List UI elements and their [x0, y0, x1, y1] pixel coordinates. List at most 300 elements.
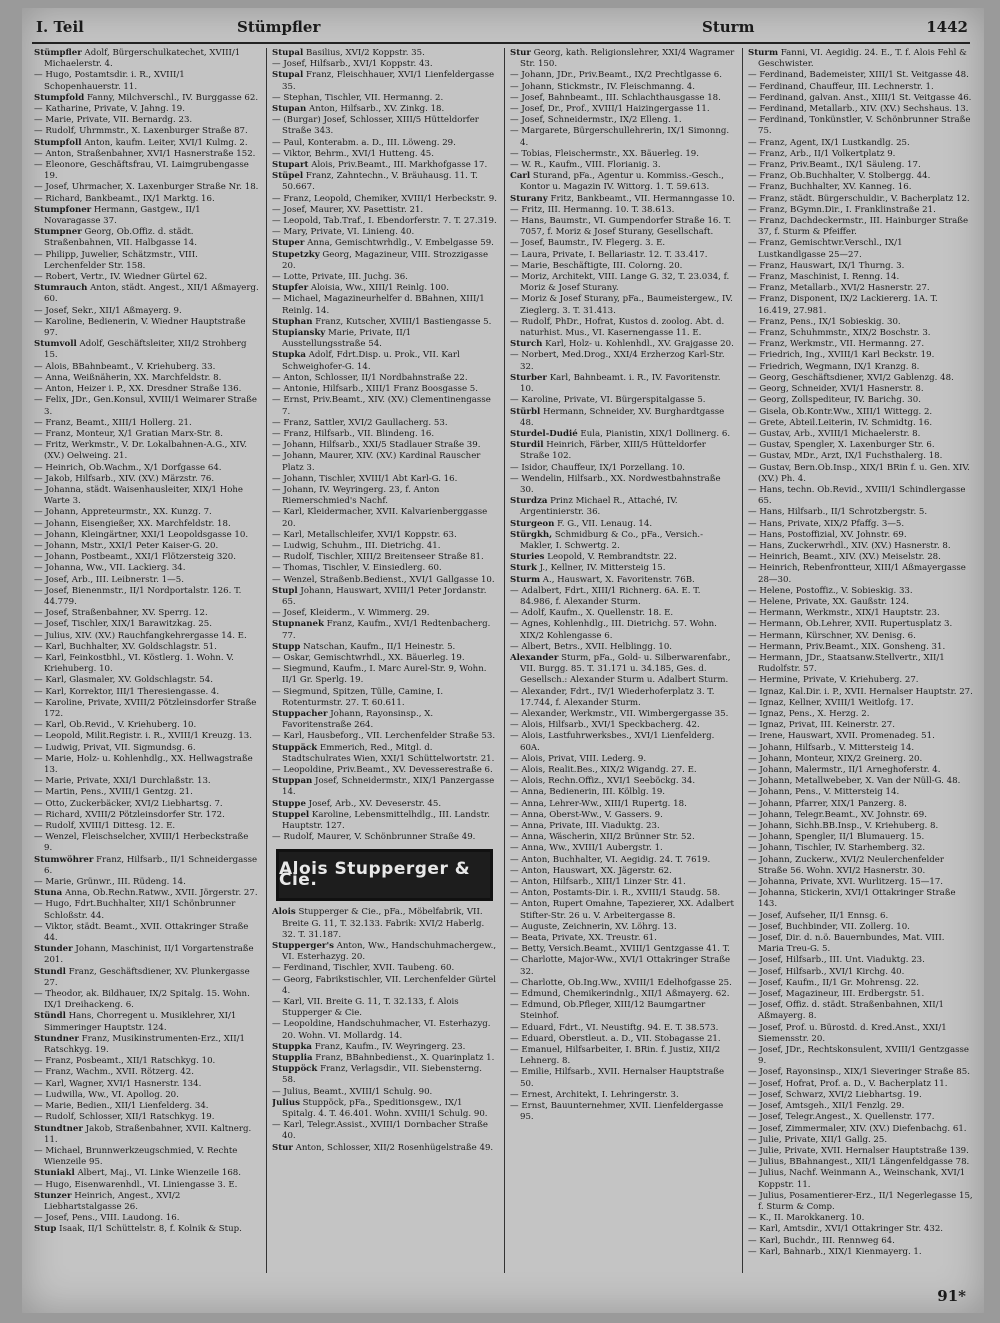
directory-entry: — Johann, Hilfsarb., XXI/5 Stadlauer Straße 39.	[272, 440, 481, 451]
directory-entry: — Franz, Arb., II/1 Volkertplatz 9.	[748, 148, 896, 159]
directory-entry: — Franz, Dachdeckermstr., III. Hainburger Straße 37, f. Sturm & Pfeiffer.	[748, 216, 969, 238]
directory-entry: Stunzer Heinrich, Angest., XVI/2 Liebhartstalgasse 26.	[34, 1190, 181, 1212]
directory-entry: — Josef, Bienenmstr., II/1 Nordportalstr. 126. T. 44.779.	[34, 585, 242, 607]
directory-entry: — Irene, Hauswart, XVII. Promenadeg. 51.	[748, 731, 935, 742]
directory-entry: — Franz, Wachm., XVII. Rötzerg. 42.	[34, 1067, 194, 1078]
directory-entry: — Johann, Zuckerw., XVI/2 Neulerchenfelder Straße 56. Wohn. XVI/2 Hasnerstr. 30.	[748, 854, 944, 876]
directory-entry: — Josef, Hilfsarb., XVI/1 Kirchg. 40.	[748, 966, 905, 977]
directory-column-3	[510, 48, 735, 1273]
directory-entry: — Lotte, Private, III. Juchg. 36.	[272, 272, 408, 283]
directory-entry: — Anton, Schlosser, II/1 Nordbahnstraße 22.	[272, 372, 468, 383]
directory-entry: — Josef, Maurer, XV. Pasettistr. 21.	[272, 204, 424, 215]
directory-page	[22, 8, 984, 1313]
directory-entry: Sturk J., Kellner, IV. Mittersteig 15.	[510, 563, 666, 574]
directory-entry: — Adalbert, Fdrt., XIII/1 Richnerg. 6A. E. T. 84.986, f. Alexander Sturm.	[510, 585, 701, 607]
directory-entry: — Karl, Korrektor, III/1 Theresiengasse. 4.	[34, 686, 220, 697]
directory-entry: — Rudolf, Tischler, XIII/2 Breitenseer Straße 81.	[272, 552, 484, 563]
directory-entry: — Anton, Straßenbahner, XVI/1 Hasnerstraße 152.	[34, 148, 256, 159]
directory-entry: — Rudolf, XVIII/1 Dittesg. 12. E.	[34, 821, 176, 832]
directory-entry: — Felix, JDr., Gen.Konsul, XVIII/1 Weimarer Straße 3.	[34, 395, 257, 417]
directory-entry: — Josef, JDr., Rechtskonsulent, XVIII/1 Gentzgasse 9.	[748, 1045, 969, 1067]
directory-entry: — Stephan, Tischler, VII. Hermanng. 2.	[272, 92, 444, 103]
directory-entry: — Leopold, Milit.Registr. i. R., XVIII/1 Kreuzg. 13.	[34, 731, 252, 742]
directory-entry: — Josef, Amtsgeh., XII/1 Fenzlg. 29.	[748, 1101, 905, 1112]
directory-entry: Stupplia Franz, BBahnbedienst., X. Quarinplatz 1.	[272, 1053, 495, 1064]
directory-entry: — Karoline, Bedienerin, V. Wiedner Hauptstraße 97.	[34, 316, 246, 339]
directory-entry: — Hans, Zuckerwrhdl., XIV. (XV.) Hasnerstr. 8.	[748, 540, 951, 551]
directory-entry: — Norbert, Med.Drog., XXI/4 Erzherzog Karl-Str. 32.	[510, 350, 725, 372]
directory-entry: — Julius, Posamentierer-Erz., II/1 Negerlegasse 15, f. Sturm & Comp.	[748, 1190, 973, 1212]
directory-entry: — Ferdinand, Metallarb., XIV. (XV.) Sechshaus. 13.	[748, 104, 969, 115]
directory-entry: — Josef, Aufseher, II/1 Ennsg. 6.	[748, 910, 889, 921]
directory-entry: — Theodor, ak. Bildhauer, IX/2 Spitalg. 15. Wohn. IX/1 Dreihackeng. 6.	[34, 989, 250, 1011]
directory-entry: — Josef, Baumstr., IV. Flegerg. 3. E.	[510, 238, 666, 249]
directory-entry: — Grete, Abteil.Leiterin, IV. Schmidtg. 16.	[748, 417, 933, 428]
directory-entry: — Karl, Telegr.Assist., XVIII/1 Dornbacher Straße 40.	[272, 1120, 489, 1142]
directory-entry: Stup Isaak, II/1 Schüttelstr. 8, f. Kolnik & Stup.	[34, 1224, 242, 1235]
directory-entry: Sturies Leopold, V. Rembrandtstr. 22.	[510, 552, 677, 563]
directory-entry: Sturdza Prinz Michael R., Attaché, IV. Argentinierstr. 36.	[510, 496, 678, 518]
directory-entry: — Robert, Vertr., IV. Wiedner Gürtel 62.	[34, 272, 208, 283]
directory-entry: Stupiansky Marie, Private, II/1 Ausstellungsstraße 54.	[272, 328, 412, 350]
directory-entry: — Leopoldine, Priv.Beamt., XV. Devesserestraße 6.	[272, 765, 493, 775]
directory-entry: — Alois, Lastfuhrwerksbes., XVI/1 Lienfelderg. 60A.	[510, 731, 715, 753]
directory-column-2	[272, 48, 497, 1273]
directory-entry: — Heinrich, Beamt., XIV. (XV.) Meiselstr. 28.	[748, 552, 941, 563]
directory-entry: Stur Anton, Schlosser, XII/2 Rosenhügelstraße 49.	[272, 1142, 494, 1153]
directory-entry: — Josef, Kaufm., II/1 Gr. Mohrensg. 22.	[748, 977, 920, 988]
directory-entry: — Johann, Appreteurmstr., XX. Kunzg. 7.	[34, 507, 212, 518]
directory-entry: — Georg, Zollspediteur, IV. Barichg. 30.	[748, 395, 921, 406]
directory-entry: — Julius, BBahnangest., XII/1 Längenfeldgasse 78.	[748, 1157, 970, 1168]
directory-entry: — Karl, Bahnarb., XIX/1 Kienmayerg. 1.	[748, 1246, 922, 1257]
directory-entry: — Ignaz, Privat, III. Keinerstr. 27.	[748, 720, 895, 731]
directory-entry: — Josef, Sekr., XII/1 Aßmayerg. 9.	[34, 305, 182, 316]
directory-entry: — Alois, BBahnbeamt., V. Kriehuberg. 33.	[34, 361, 216, 372]
directory-entry: — Franz, Monteur, X/1 Gratian Marx-Str. 8.	[34, 428, 223, 439]
directory-entry: Sturdel-Dudié Eula, Pianistin, XIX/1 Dollinerg. 6.	[510, 428, 731, 439]
directory-entry: Stumpfoll Anton, kaufm. Leiter, XVI/1 Kulmg. 2.	[34, 137, 248, 148]
directory-column-4	[748, 48, 973, 1273]
header-part-label: I. Teil	[36, 18, 84, 36]
directory-entry: — Johanna, Private, XVI. Wurlitzerg. 15—17.	[748, 877, 944, 888]
directory-entry: — Mary, Private, VI. Linieng. 40.	[272, 227, 415, 238]
directory-entry: — Hermann, Kürschner, XV. Denisg. 6.	[748, 630, 916, 641]
directory-entry: — Martin, Pens., XVIII/1 Gentzg. 21.	[34, 787, 193, 798]
directory-entry: — Siegmund, Kaufm., I. Marc Aurel-Str. 9, Wohn. II/1 Gr. Sperlg. 19.	[272, 664, 487, 686]
directory-entry: Stundtner Jakob, Straßenbahner, XVII. Kaltnerg. 11.	[34, 1123, 252, 1145]
directory-entry: Stupfer Aloisia, Ww., XIII/1 Reinlg. 100.	[272, 283, 449, 294]
directory-entry: — Hans, Private, XIX/2 Pfaffg. 3—5.	[748, 518, 905, 529]
directory-entry: Stuna Anna, Ob.Rechn.Ratww., XVII. Jörgerstr. 27.	[34, 888, 258, 899]
directory-entry: Stuppacher Johann, Rayonsinsp., X. Favoritenstraße 264.	[272, 708, 434, 731]
directory-entry: Alexander Sturm, pFa., Gold- u. Silberwarenfabr., VII. Burgg. 85. T. 31.171 u. 34.185, Ges. d. Gesellsch.: Alexander Sturm u. Adalbert Sturm.	[510, 652, 731, 686]
directory-entry: — Heinrich, Ob.Wachm., X/1 Dorfgasse 64.	[34, 462, 222, 473]
directory-entry: Stundner Franz, Musikinstrumenten-Erz., XII/1 Ratschkyg. 19.	[34, 1033, 246, 1056]
directory-entry: Stuper Anna, Gemischtwrhdlg., V. Embelgasse 59.	[272, 238, 494, 249]
directory-entry: — Georg, Fabrikstischler, VII. Lerchenfelder Gürtel 4.	[272, 974, 496, 996]
directory-entry: — Johann, Malermstr., II/1 Arneghoferstr. 4.	[748, 765, 941, 775]
header-first-name: Stümpfler	[237, 18, 321, 36]
directory-entry: — Otto, Zuckerbäcker, XVI/2 Liebhartsg. 7.	[34, 798, 223, 809]
directory-entry: — Auguste, Zeichnerin, XV. Löhrg. 13.	[510, 921, 677, 932]
directory-entry: — Michael, Brunnwerkzeugschmied, V. Rechte Wienzeile 95.	[34, 1145, 238, 1168]
directory-entry: Stuppe Josef, Arb., XV. Deveserstr. 45.	[272, 798, 442, 809]
directory-entry: — Anna, Oberst-Ww., V. Gassers. 9.	[510, 809, 663, 820]
directory-entry: — Hugo, Fdrt.Buchhalter, XII/1 Schönbrunner Schloßstr. 44.	[34, 899, 236, 921]
directory-entry: Stündl Hans, Chorregent u. Musiklehrer, XI/1 Simmeringer Hauptstr. 124.	[34, 1011, 237, 1033]
directory-entry: — Ferdinand, Tischler, XVII. Taubeng. 60.	[272, 963, 455, 974]
directory-entry: — Karl, Feinkostbhl., VI. Köstlerg. 1. Wohn. V. Kriehuberg. 10.	[34, 652, 234, 675]
directory-entry: — Marie, Holz- u. Kohlenhdlg., XX. Hellwagstraße 13.	[34, 753, 253, 775]
directory-entry: Stupart Alois, Priv.Beamt., III. Markhofgasse 17.	[272, 160, 488, 171]
directory-entry: Stupnanek Franz, Kaufm., XVI/1 Redtenbacherg. 77.	[272, 619, 491, 641]
directory-entry: — Siegmund, Spitzen, Tülle, Camine, I. Rotenturmstr. 27. T. 60.611.	[272, 686, 444, 708]
directory-entry: — Laura, Private, I. Bellariastr. 12. T. 33.417.	[510, 249, 708, 260]
directory-entry: — Karl, Wagner, XVI/1 Hasnerstr. 134.	[34, 1078, 202, 1089]
directory-entry: — Agnes, Kohlenhdlg., III. Dietrichg. 57. Wohn. XIX/2 Kohlengasse 6.	[510, 619, 717, 641]
directory-entry: — Franz, Hilfsarb., VII. Blindeng. 16.	[272, 428, 435, 439]
directory-entry: — (Burgar) Josef, Schlosser, XIII/5 Hütteldorfer Straße 343.	[272, 115, 479, 137]
directory-entry: — Franz, Pens., IX/1 Sobieskig. 30.	[748, 316, 901, 327]
directory-entry: — Adolf, Kaufm., X. Quellenstr. 18. E.	[510, 608, 674, 619]
directory-entry: — Viktor, Behrm., XVI/1 Hutteng. 45.	[272, 148, 434, 159]
directory-entry: — Ernst, Bauunternehmer, XVII. Lienfeldergasse 95.	[510, 1101, 724, 1123]
directory-entry: Stupetzky Georg, Magazineur, VIII. Strozzigasse 20.	[272, 249, 489, 271]
directory-entry: — Josef, Zimmermaler, XIV. (XV.) Diefenbachg. 61.	[748, 1123, 967, 1134]
directory-entry: — Moriz, Architekt, VIII. Lange G. 32, T. 23.034, f. Moriz & Josef Sturany.	[510, 272, 730, 294]
directory-entry: — Johann, JDr., Priv.Beamt., IX/2 Prechtlgasse 6.	[510, 70, 722, 81]
directory-entry: Stupal Franz, Fleischhauer, XVI/1 Lienfeldergasse 35.	[272, 70, 495, 92]
directory-entry: — Michael, Magazineurhelfer d. BBahnen, XIII/1 Reinlg. 14.	[272, 294, 485, 316]
directory-entry: — Johann, Sichh.BB.Insp., V. Kriehuberg. 8.	[748, 821, 939, 832]
directory-entry: Stupka Adolf, Fdrt.Disp. u. Prok., VII. Karl Schweighofer-G. 14.	[272, 350, 460, 372]
directory-entry: — Eleonore, Geschäftsfrau, VI. Laimgrubengasse 19.	[34, 160, 249, 182]
directory-entry: Stupp Natschan, Kaufm., II/1 Heinestr. 5.	[272, 641, 456, 652]
directory-entry: — Johann, Monteur, XIX/2 Greinerg. 20.	[748, 753, 923, 764]
directory-entry: — Ferdinand, Bademeister, XIII/1 St. Veitgasse 48.	[748, 70, 969, 81]
directory-entry: — Hugo, Eisenwarenhdl., VI. Liniengasse 3. E.	[34, 1179, 238, 1190]
directory-entry: — Josef, Schneidermstr., IX/2 Elleng. 1.	[510, 115, 682, 126]
directory-entry: — Karl, Ob.Revid., V. Kriehuberg. 10.	[34, 720, 197, 731]
directory-entry: Julius Stuppöck, pFa., Speditionsgew., IX/1 Spitalg. 4. T. 46.401. Wohn. XVIII/1 Schulg. 90.	[272, 1097, 488, 1120]
directory-entry: — Wenzel, Straßenb.Bedienst., XVI/1 Gallgasse 10.	[272, 574, 495, 585]
directory-entry: — Charlotte, Major-Ww., XVI/1 Ottakringer Straße 32.	[510, 955, 731, 977]
directory-entry: — Franz, Beamt., XIII/1 Hollerg. 21.	[34, 417, 192, 428]
directory-entry: — Hermann, JDr., Staatsanw.Stellvertr., XII/1 Rudolfstr. 57.	[748, 652, 945, 675]
directory-entry: Stuniakl Albert, Maj., VI. Linke Wienzeile 168.	[34, 1168, 242, 1179]
directory-entry: — Franz, Maschinist, I. Renng. 14.	[748, 272, 900, 283]
directory-entry: — Josef, Straßenbahner, XV. Sperrg. 12.	[34, 608, 208, 619]
directory-entry: — Johann, Pens., V. Mittersteig 14.	[748, 787, 900, 798]
directory-entry: — Gustav, Arb., XVIII/1 Michaelerstr. 8.	[748, 428, 921, 439]
directory-entry: — Franz, Agent, IX/1 Lustkandlg. 25.	[748, 137, 910, 148]
directory-entry: — Josef, Magazineur, III. Erdbergstr. 51.	[748, 989, 925, 1000]
directory-entry: — Rudolf, Maurer, V. Schönbrunner Straße 49.	[272, 832, 476, 843]
directory-entry: Stuppäck Emmerich, Red., Mitgl. d. Stadtschulrates Wien, XXI/1 Schüttelwortstr. 21.	[272, 742, 495, 764]
directory-entry: — Georg, Schneider, XVI/1 Hasnerstr. 8.	[748, 384, 924, 395]
directory-entry: — Josef, Dir. d. n.ö. Bauernbundes, Mat. VIII. Maria Treu-G. 5.	[748, 933, 945, 955]
directory-entry: — Anton, Hilfsarb., XIII/1 Linzer Str. 41.	[510, 877, 686, 888]
directory-entry: — Helene, Postoffiz., V. Sobieskig. 33.	[748, 585, 913, 596]
directory-entry: — Johann, IV. Weyringerg. 23, f. Anton Riemerschmied's Nachf.	[272, 484, 440, 507]
directory-entry: — Richard, Bankbeamt., IX/1 Marktg. 16.	[34, 193, 215, 204]
directory-entry: — Marie, Private, VII. Bernardg. 23.	[34, 115, 193, 126]
directory-entry: — Leopoldine, Handschuhmacher, VI. Esterhazyg. 20. Wohn. VI. Mollardg. 14.	[272, 1019, 491, 1041]
directory-entry: — Josef, Dr., Prof., XVIII/1 Haizingergasse 11.	[510, 104, 710, 115]
directory-entry: Stupl Johann, Hauswart, XVIII/1 Peter Jordanstr. 65.	[272, 585, 487, 607]
directory-entry: — Franz, Metallarb., XVI/2 Hasnerstr. 27.	[748, 283, 930, 294]
directory-entry: — Anton, Hauswart, XX. Jägerstr. 62.	[510, 865, 672, 876]
directory-entry: Stundl Franz, Geschäftsdiener, XV. Plunkergasse 27.	[34, 966, 250, 988]
directory-entry: — Josef, Offiz. d. städt. Straßenbahnen, XII/1 Aßmayerg. 8.	[748, 1000, 945, 1022]
directory-entry: — Josef, Hilfsarb., III. Unt. Viaduktg. 23.	[748, 955, 925, 966]
directory-entry: Sturber Karl, Bahnbeamt. i. R., IV. Favoritenstr. 10.	[510, 372, 721, 395]
directory-entry: Stupperger's Anton, Ww., Handschuhmachergew., VI. Esterhazyg. 20.	[272, 941, 497, 963]
directory-entry: Stuphan Franz, Kutscher, XVIII/1 Bastiengasse 5.	[272, 316, 492, 327]
directory-entry: Sturdil Heinrich, Färber, XIII/5 Hütteldorfer Straße 102.	[510, 440, 706, 462]
directory-entry: — Johann, Mstr., XXI/1 Peter Kaiser-G. 20.	[34, 540, 219, 551]
directory-entry: — Ferdinand, Tonkünstler, V. Schönbrunner Straße 75.	[748, 115, 971, 137]
directory-entry: — Johann, Tischler, IV. Starhemberg. 32.	[748, 843, 926, 854]
directory-entry: — Heinrich, Rebenfrontteur, XIII/1 Aßmayergasse 28—30.	[748, 563, 966, 585]
directory-entry: Stuppka Franz, Kaufm., IV. Weyringerg. 23.	[272, 1041, 466, 1052]
directory-entry: — Karoline, Private, XVIII/2 Pötzleinsdorfer Straße 172.	[34, 697, 257, 719]
directory-entry: — Franz, Disponent, IX/2 Lackiererg. 1A. T. 16.419, 27.981.	[748, 294, 938, 316]
directory-entry: — Ferdinand, galvan. Anst., XIII/1 St. Veitgasse 46.	[748, 92, 972, 103]
directory-entry: — Johann, Kleingärtner, XXI/1 Leopoldsgasse 10.	[34, 529, 249, 540]
directory-entry: — Ferdinand, Chauffeur, III. Lechnerstr. 1.	[748, 81, 934, 92]
directory-entry: — Josef, Kleiderm., V. Wimmerg. 29.	[272, 608, 430, 619]
directory-entry: — Emilie, Hilfsarb., XVII. Hernalser Hauptstraße 50.	[510, 1067, 725, 1089]
directory-entry: — Johann, Metallwebeber, X. Van der Nüll-G. 48.	[748, 776, 961, 787]
directory-entry: Stumpfoner Hermann, Gastgew., II/1 Novaragasse 37.	[34, 204, 201, 227]
directory-entry: Stupal Basilius, XVI/2 Koppstr. 35.	[272, 48, 425, 58]
directory-entry: — Hermann, Priv.Beamt., XIX. Gonsheng. 31.	[748, 641, 946, 652]
directory-column-1	[34, 48, 259, 1273]
directory-entry: — Anna, Private, III. Viaduktg. 23.	[510, 821, 660, 832]
directory-entry: — K., II. Marokkanerg. 10.	[748, 1213, 865, 1224]
directory-entry: — Josef, Prof. u. Bürostd. d. Kred.Anst., XXI/1 Siemensstr. 20.	[748, 1022, 947, 1044]
directory-entry: — Hans, Postoffizial, XV. Johnstr. 69.	[748, 529, 907, 540]
directory-entry: — Karl, Hausbeforg., VII. Lerchenfelder Straße 53.	[272, 731, 496, 742]
directory-entry: — Marie, Bedien., XII/1 Lienfelderg. 34.	[34, 1101, 209, 1112]
header-page-number: 1442	[926, 18, 968, 36]
directory-entry: — Johann, Eisengießer, XX. Marchfeldstr. 18.	[34, 518, 231, 529]
directory-entry: Alois Stupperger & Cie., pFa., Möbelfabrik, VII. Breite G. 11, T. 32.133. Fabrik: XVI/2 Haberlg. 32. T. 31.187.	[272, 907, 485, 940]
directory-entry: — Marie, Grünwr., III. Rüdeng. 14.	[34, 877, 186, 888]
directory-entry: — Josef, Hilfsarb., XVI/1 Koppstr. 43.	[272, 59, 433, 70]
directory-entry: — Franz, Leopold, Chemiker, XVIII/1 Herbeckstr. 9.	[272, 193, 497, 204]
directory-entry: — Anton, Heizer i. P., XX. Dresdner Straße 136.	[34, 384, 242, 395]
directory-entry: Sturm Fanni, VI. Aegidig. 24. E., T. f. Alois Fehl & Geschwister.	[748, 48, 967, 70]
directory-entry: — Katharine, Private, V. Jahng. 19.	[34, 104, 185, 115]
directory-entry: — Wendelin, Hilfsarb., XX. Nordwestbahnstraße 30.	[510, 473, 721, 495]
directory-entry: — Leopold, Tab.Traf., I. Ebendorferstr. 7. T. 27.319.	[272, 216, 497, 227]
directory-entry: — Alexander, Fdrt., IV/1 Wiederhoferplatz 3. T. 17.744, f. Alexander Sturm.	[510, 686, 715, 708]
header-last-name: Sturm	[702, 18, 755, 36]
directory-entry: — Helene, Private, XX. Gaußstr. 124.	[748, 596, 910, 607]
directory-entry: Stumpner Georg, Ob.Offiz. d. städt. Straßenbahnen, VII. Halbgasse 14.	[34, 227, 197, 249]
directory-entry: — Jakob, Hilfsarb., XIV. (XV.) Märzstr. 76.	[34, 473, 215, 484]
directory-entry: — Josef, Bahnbeamt., III. Schlachthausgasse 18.	[510, 92, 721, 103]
directory-entry: Stuppöck Franz, Verlagsdir., VII. Siebensterng. 58.	[272, 1064, 482, 1086]
directory-entry: — Hermann, Ob.Lehrer, XVII. Rupertusplatz 3.	[748, 619, 953, 630]
directory-entry: — Franz, Gemischtwr.Verschl., IX/1 Lustkandlgasse 25—27.	[748, 238, 903, 260]
directory-entry: — Richard, XVIII/2 Pötzleinsdorfer Str. 172.	[34, 809, 225, 820]
directory-entry: — Franz, Hauswart, IX/1 Thurng. 3.	[748, 260, 905, 271]
directory-entry: — Thomas, Tischler, V. Einsiedlerg. 60.	[272, 563, 442, 574]
directory-entry: — Johanna, Stickerin, XVI/1 Ottakringer Straße 143.	[748, 888, 956, 910]
directory-entry: — Johann, Tischler, XVIII/1 Abt Karl-G. 16.	[272, 473, 458, 484]
directory-entry: — Antonie, Hilfsarb., XIII/1 Franz Boosgasse 5.	[272, 384, 478, 395]
directory-entry: — Julius, Beamt., XVIII/1 Schulg. 90.	[272, 1086, 433, 1097]
directory-entry: Sturany Fritz, Bankbeamt., VII. Hermanngasse 10.	[510, 193, 735, 204]
directory-entry: — Hans, Hilfsarb., II/1 Schrotzbergstr. 5.	[748, 507, 928, 518]
directory-entry: Carl Sturand, pFa., Agentur u. Kommiss.-Gesch., Kontor u. Magazin IV. Wittorg. 1. T. 59.613.	[510, 171, 724, 193]
directory-entry: — Paul, Konterabm. a. D., III. Löweng. 29.	[272, 137, 456, 148]
directory-entry: — Friedrich, Wegmann, IX/1 Kranzg. 8.	[748, 361, 920, 372]
directory-entry: — Moriz & Josef Sturany, pFa., Baumeistergew., IV. Zieglerg. 3. T. 31.413.	[510, 294, 733, 316]
directory-entry: — Marie, Beschäftigte, III. Colorng. 20.	[510, 260, 683, 271]
directory-entry: — Anna, Weißnäherin, XX. Marchfeldstr. 8.	[34, 372, 222, 383]
directory-entry: Sturch Karl, Holz- u. Kohlenhdl., XV. Grajgasse 20.	[510, 339, 734, 350]
directory-entry: — Gustav, Spengler, X. Laxenburger Str. 6.	[748, 440, 935, 451]
directory-entry: — Franz, städt. Bürgerschuldir., V. Bacherplatz 12.	[748, 193, 970, 204]
directory-entry: — Hermine, Private, V. Kriehuberg. 27.	[748, 675, 919, 686]
directory-columns	[34, 48, 974, 1273]
directory-entry: — Tobias, Fleischermstr., XX. Bäuerleg. 19.	[510, 148, 700, 159]
directory-entry: — Franz, Werkmstr., VII. Hermanng. 27.	[748, 339, 925, 350]
directory-entry: Stur Georg, kath. Religionslehrer, XXI/4 Wagramer Str. 150.	[510, 48, 735, 70]
directory-entry: — Josef, Hofrat, Prof. a. D., V. Bacherplatz 11.	[748, 1078, 948, 1089]
directory-entry: — Edmund, Ob.Pfleger, XIII/12 Baumgartner Steinhof.	[510, 1000, 706, 1022]
directory-entry: — W. R., Kaufm., VIII. Florianig. 3.	[510, 160, 661, 171]
directory-entry: — Anton, Buchhalter, VI. Aegidig. 24. T. 7619.	[510, 854, 711, 865]
directory-entry: — Gustav, MDr., Arzt, IX/1 Fuchsthalerg. 18.	[748, 451, 943, 462]
directory-entry: — Friedrich, Ing., XVIII/1 Karl Beckstr. 19.	[748, 350, 935, 361]
directory-entry: — Anna, Lehrer-Ww., XIII/1 Rupertg. 18.	[510, 798, 687, 809]
directory-entry: — Anton, Postamts-Dir. i. R., XVIII/1 Staudg. 58.	[510, 888, 721, 899]
directory-entry: — Josef, Rayonsinsp., XIX/1 Sieveringer Straße 85.	[748, 1067, 970, 1078]
directory-entry: — Karl, Kleidermacher, XVII. Kalvarienberggasse 20.	[272, 507, 488, 529]
directory-entry: — Julius, XIV. (XV.) Rauchfangkehrergasse 14. E.	[34, 630, 247, 641]
directory-entry: — Ludwig, Privat, VII. Sigmundsg. 6.	[34, 742, 196, 753]
page-header	[32, 12, 970, 44]
directory-entry: — Josef, Pens., VIII. Laudong. 16.	[34, 1213, 180, 1224]
directory-entry: — Alois, Realit.Bes., XIX/2 Wigandg. 27. E.	[510, 765, 697, 775]
directory-entry: — Ernst, Priv.Beamt., XIV. (XV.) Clementinengasse 7.	[272, 395, 491, 417]
directory-entry: — Betty, Versich.Beamt., XVIII/1 Gentzgasse 41. T.	[510, 944, 730, 955]
directory-entry: Stumwöhrer Franz, Hilfsarb., II/1 Schneidergasse 6.	[34, 854, 258, 876]
directory-entry: — Franz, BGymn.Dir., I. Franklinstraße 21.	[748, 204, 936, 215]
directory-entry: — Edmund, Chemikerindnlg., XII/1 Aßmayerg. 62.	[510, 989, 730, 1000]
directory-entry: — Wenzel, Fleischselcher, XVIII/1 Herbeckstraße 9.	[34, 832, 249, 854]
directory-entry: Stupan Anton, Hilfsarb., XV. Zinkg. 18.	[272, 104, 445, 115]
directory-entry: — Ludwig, Schuhm., III. Dietrichg. 41.	[272, 540, 441, 551]
directory-entry: — Fritz, Werkmstr., V. Dr. Lokalbahnen-A.G., XIV. (XV.) Oelweing. 21.	[34, 440, 247, 462]
directory-entry: Stunder Johann, Maschinist, II/1 Vorgartenstraße 201.	[34, 944, 254, 966]
directory-entry: — Anna, Wäscherin, XII/2 Brünner Str. 52.	[510, 832, 695, 843]
directory-entry: Stumpfold Fanny, Milchverschl., IV. Burggasse 62.	[34, 92, 259, 103]
directory-entry: — Eduard, Fdrt., VI. Neustiftg. 94. E. T. 38.573.	[510, 1022, 719, 1033]
directory-entry: — Ernest, Architekt, I. Lehringerstr. 3.	[510, 1089, 679, 1100]
directory-entry: — Karl, Amtsdir., XVI/1 Ottakringer Str. 432.	[748, 1224, 944, 1235]
directory-entry: — Johann, Pfarrer, XIX/1 Panzerg. 8.	[748, 798, 907, 809]
directory-entry: — Rudolf, Uhrmmstr., X. Laxenburger Straße 87.	[34, 126, 248, 137]
directory-entry: — Rudolf, PhDr., Hofrat, Kustos d. zoolog. Abt. d. naturhist. Mus., VI. Kasernengasse 11. E.	[510, 316, 725, 339]
directory-entry: — Josef, Buchbinder, VII. Zollerg. 10.	[748, 921, 910, 932]
directory-entry: — Julius, Nachf. Weinmann A., Weinschank, XVI/1 Koppstr. 11.	[748, 1168, 966, 1190]
directory-entry: — Charlotte, Ob.Ing.Ww., XVIII/1 Edelhofgasse 25.	[510, 977, 732, 988]
directory-entry: — Franz, Priv.Beamt., IX/1 Säuleng. 17.	[748, 160, 921, 171]
directory-entry: Stumrauch Anton, städt. Angest., XII/1 Aßmayerg. 60.	[34, 283, 259, 305]
directory-entry: — Rudolf, Schlosser, XII/1 Ratschkyg. 19.	[34, 1112, 215, 1123]
directory-entry: — Johann, Stickmstr., IV. Fleischmanng. 4.	[510, 81, 695, 92]
directory-entry: — Oskar, Gemischtwrhdl., XX. Bäuerleg. 19.	[272, 652, 465, 663]
directory-entry: — Johann, Maurer, XIV. (XV.) Kardinal Rauscher Platz 3.	[272, 451, 481, 473]
directory-entry: — Anna, Bedienerin, III. Kölblg. 19.	[510, 787, 666, 798]
directory-entry: — Julie, Private, XII/1 Gallg. 25.	[748, 1134, 888, 1145]
directory-entry: — Johanna, Ww., VII. Lackierg. 34.	[34, 563, 186, 574]
directory-entry: — Viktor, städt. Beamt., XVII. Ottakringer Straße 44.	[34, 921, 249, 944]
directory-entry: Sturm A., Hauswart, X. Favoritenstr. 76B.	[510, 574, 695, 585]
directory-entry: — Philipp, Juwelier, Schätzmstr., VIII. Lerchenfelder Str. 158.	[34, 249, 198, 271]
directory-entry: — Karl, VII. Breite G. 11, T. 32.133, f. Alois Stupperger & Cie.	[272, 997, 459, 1019]
directory-entry: Stüpel Franz, Zahntechn., V. Bräuhausg. 11. T. 50.667.	[272, 171, 478, 193]
directory-entry: — Hans, Baumstr., VI. Gumpendorfer Straße 16. T. 7057, f. Moriz & Josef Sturany, Gesellschaft.	[510, 216, 732, 238]
directory-entry: — Beata, Private, XX. Treustr. 61.	[510, 933, 657, 944]
directory-entry: Stumvoll Adolf, Geschäftsleiter, XII/2 Strohberg 15.	[34, 339, 247, 361]
directory-entry: — Franz, Buchhalter, XV. Kanneg. 16.	[748, 182, 912, 193]
directory-entry: — Johann, Spengler, II/1 Blumauerg. 15.	[748, 832, 925, 843]
directory-entry: — Franz, Ob.Buchhalter, V. Stolbergg. 44.	[748, 171, 931, 182]
directory-entry: — Julie, Private, XVII. Hernalser Hauptstraße 139.	[748, 1145, 969, 1156]
directory-entry: — Franz, Schuhmmstr., XIX/2 Boschstr. 3.	[748, 328, 931, 339]
footer-mark: 91*	[937, 1287, 966, 1305]
directory-entry: — Karl, Buchhalter, XV. Goldschlagstr. 51.	[34, 641, 217, 652]
directory-entry: — Karl, Glasmaler, XV. Goldschlagstr. 54.	[34, 675, 213, 686]
directory-entry: — Ignaz, Pens., X. Herzg. 2.	[748, 708, 870, 719]
directory-entry: — Georg, Geschäftsdiener, XVI/2 Gablenzg. 48.	[748, 372, 954, 383]
directory-entry: Stuppel Karoline, Lebensmittelhdlg., III. Landstr. Hauptstr. 127.	[272, 809, 491, 832]
directory-entry: — Alois, Hilfsarb., XVI/1 Speckbacherg. 42.	[510, 720, 700, 731]
directory-entry: — Fritz, III. Hermanng. 10. T. 38.613.	[510, 204, 675, 215]
directory-entry: — Gisela, Ob.Kontr.Ww., XIII/1 Wittegg. 2.	[748, 406, 933, 417]
directory-entry: — Ludwilla, Ww., VI. Apollog. 20.	[34, 1089, 179, 1100]
directory-entry: — Johann, Telegr.Beamt., XV. Johnstr. 69.	[748, 809, 927, 820]
directory-entry: — Ignaz, Kellner, XVIII/1 Weitlofg. 17.	[748, 697, 914, 708]
directory-entry: — Eduard, Oberstleut. a. D., VII. Stobagasse 21.	[510, 1033, 721, 1044]
directory-entry: — Anna, Ww., XVIII/1 Aubergstr. 1.	[510, 843, 663, 854]
directory-entry: — Alois, Privat, VIII. Lederg. 9.	[510, 753, 647, 764]
directory-entry: — Karl, Metallschleifer, XVI/1 Koppstr. 63.	[272, 529, 457, 540]
directory-entry: — Franz, Sattler, XVI/2 Gaullacherg. 53.	[272, 417, 448, 428]
directory-entry: Stürgkh, Schmidburg & Co., pFa., Versich.-Makler, I. Schwertg. 2.	[510, 529, 704, 551]
directory-entry: — Hugo, Postamtsdir. i. R., XVIII/1 Schopenhauerstr. 11.	[34, 70, 185, 92]
directory-entry: — Johanna, städt. Waisenhausleiter, XIX/1 Hohe Warte 3.	[34, 484, 244, 507]
directory-entry: — Josef, Schwarz, XVI/2 Liebhartsg. 19.	[748, 1089, 922, 1100]
directory-entry: — Josef, Uhrmacher, X. Laxenburger Straße Nr. 18.	[34, 182, 259, 193]
directory-entry: — Anton, Rupert Omahne, Tapezierer, XX. Adalbert Stifter-Str. 26 u. V. Arbeitergasse 8.	[510, 899, 734, 921]
directory-entry: — Franz, Posbeamt., XII/1 Ratschkyg. 10.	[34, 1056, 216, 1067]
directory-entry: — Margarete, Bürgerschullehrerin, IX/1 Simonng. 4.	[510, 126, 730, 148]
directory-entry: Stuppan Josef, Schneidermstr., XIX/1 Panzergasse 14.	[272, 776, 495, 798]
directory-entry: — Alois, Rechn.Offiz., XVI/1 Seeböckg. 34.	[510, 776, 696, 787]
directory-entry: — Hans, techn. Ob.Revid., XVIII/1 Schindlergasse 65.	[748, 484, 966, 507]
directory-entry: — Josef, Tischler, XIX/1 Barawitzkag. 25.	[34, 619, 212, 630]
directory-entry: Sturgeon F. G., VII. Lenaug. 14.	[510, 518, 653, 529]
